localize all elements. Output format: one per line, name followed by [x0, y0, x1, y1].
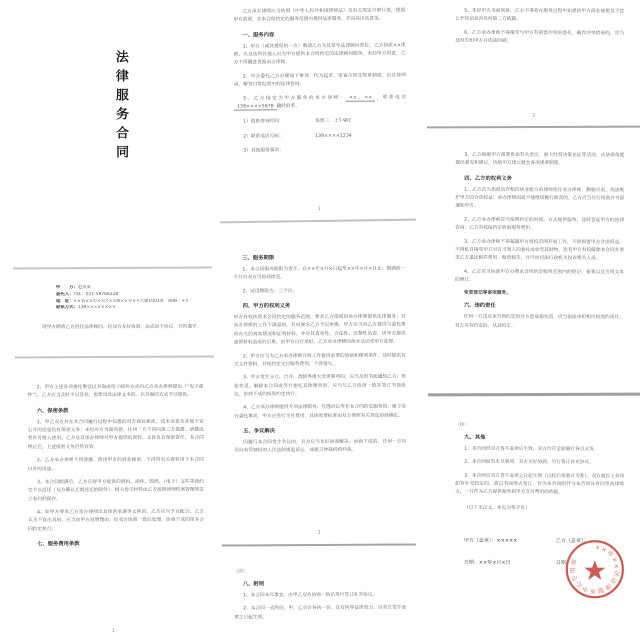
contract-paragraph: 1、本合同未尽事宜，由甲乙双方协商一致后另行签订补充协议。 [242, 592, 378, 599]
contract-paragraph: 2、本合同一式两份，甲、乙双方各执一份，具有同等法律效力，自双方签字盖章之日起生效。 [234, 605, 407, 621]
page-edge-line [222, 543, 416, 546]
party-value: ××省××市××区××路××号××大厦1001室 邮编：×× [73, 298, 189, 304]
page-edge-line [13, 266, 212, 269]
form-label: 2）联系电话号码： [243, 133, 284, 140]
contract-paragraph: 2、甲方应当为乙方承办律师开展工作提供必要的协助和便利条件，及时提供有关文件资料，并按约定支付服务费用，不得拖欠。 [233, 353, 406, 368]
section-heading: 六、违约责任 [463, 303, 496, 310]
contract-title: 法律服务合同 [112, 49, 129, 164]
form-label: 3）其他服务事项： [243, 148, 284, 154]
section-heading: 八、附则 [242, 581, 265, 588]
section-heading: 五、争议解决 [243, 428, 276, 435]
page-confidential-clauses [428, 0, 640, 125]
paragraph-text: ，联系电话 [375, 94, 406, 101]
page-signature [428, 400, 640, 640]
continuation-mark: （续） [233, 569, 248, 575]
contract-paragraph: 3、甲方发生分立、合并、改制等重大变更事项的，应当及时书面通知乙方；需要变更、解除本合同或另行委托其他事项的，应当与乙方协商一致并签订书面协议，协商不成的按原约定执行。 [233, 374, 407, 398]
contract-paragraph: 3、乙方根据甲方需要参加有关会议、重大经营决策论证等活动，从法律角度提出意见和建议，协助甲方建立健全各项规章制度。 [455, 152, 625, 167]
contract-paragraph: 1、本合同服务期限为壹年，自××年×月×日起至××年×月×日止；期满前一个月内双方可协商续签。 [233, 266, 406, 281]
contract-intro: 现甲方聘请乙方担任法律顾问，经双方友好协商，达成如下协议，共同遵守。 [42, 324, 202, 331]
seal-star-icon [584, 560, 605, 580]
party-line [56, 298, 208, 305]
contract-paragraph: 4、乙方承办律师提供专项法律服务、代理诉讼等非本合同约定服务的，属于另行委托事项，甲方应另行支付费用，具体收费标准由双方参照有关规定协商确定。 [234, 404, 407, 420]
contract-paragraph: 1、甲乙双方对在本合同履行过程中知悉的对方商业秘密、技术信息及其他不宜公开的信息负有保密义务；未经对方书面同意，任何一方不得向第三方披露、泄露或者许可他人使用。乙方及其承办律师对甲方提供的资料、文件负有保密责任，本合同终止后，上述保密义务仍然有效。 [27, 419, 204, 451]
section-heading: 七、服务费用条款 [37, 541, 80, 548]
form-row [243, 118, 406, 127]
fill-in-blank: 139××××5678 [234, 104, 277, 110]
contract-paragraph: 2、甲方委托乙方办理如下事项：代为起草、审查合同及规章制度，出具律师函，解答日常经营中的法律咨询。 [233, 73, 406, 88]
party-a-date-line: 日期：××年×月×日 [463, 559, 511, 566]
section-heading: 六、保密条款 [36, 407, 69, 414]
seal-rim-text: ××市××区法律服务中心专用章 [569, 544, 621, 595]
party-b-date-line: 日期： [555, 559, 571, 566]
contract-paragraph: 1、本合同经双方签字盖章后生效，双方均应全面履行各自义务。 [464, 446, 599, 453]
continuation-mark: （续） [455, 422, 469, 428]
page-number: 2 [532, 112, 536, 120]
page-edge-line [427, 126, 640, 129]
form-row [243, 132, 406, 141]
contract-paragraph: 2、乙方承办律师应当按照约定的时间、方式提供服务，及时答复甲方的法律咨询；乙方有权按约定收取服务费用。 [455, 217, 625, 232]
contract-paragraph: 3、本合同期满后，乙方应将甲方提供的资料、函件、图纸、（电子）文件等按约定予以返还（双方确认无需返还的除外），相关卷宗材料由乙方按照律师档案管理规定立卷归档保存。 [27, 479, 204, 502]
contract-paragraph: 3、乙方承办律师不得超越甲方授权范围开展工作，不得损害甲方合法权益，不得私自接受甲方对方当事人的委托或收受其财物，违者甲方有权解除本合同并要求乙方退还相应费用、赔偿损失，并可向司法行政机关投诉相关人员。 [455, 239, 625, 262]
party-label: 甲 方： [55, 285, 78, 291]
contract-paragraph: 1、乙方应当指派具有相应执业能力的律师担任承办律师，勤勉尽责，依法维护甲方的合法权益；承办律师因故不能继续履行职责的，乙方应当另行指派并书面通知甲方。 [455, 187, 625, 210]
party-label: 地 址： [55, 298, 74, 304]
party-value: TEL：021-59766128 [73, 291, 119, 297]
contract-paragraph-with-blanks [234, 94, 406, 112]
contract-paragraph: 5、未经甲方书面同意，乙方不得将在服务过程中知悉的甲方商业秘密及不宜公开的信息向任何第三方披露。 [455, 8, 625, 23]
page-service-content [221, 0, 416, 219]
contract-paragraph: 2、试用期限为：三个月。 [242, 288, 298, 295]
party-value: 赵某某 [77, 285, 92, 291]
contract-paragraph: 乙方承办律师应当依照《中华人民共和国律师法》及有关规定尽职尽责，根据甲方需要，在本合同约定的服务范围内提供法律服务，并由其出具意见。 [233, 8, 406, 23]
contract-paragraph: 任何一方违反本合同约定给对方造成损失的，应当依法承担相应的违约责任；双方另有约定的，从其约定。 [454, 315, 624, 329]
party-a-signature-line: 甲方（盖章）：××××× [463, 537, 518, 544]
party-info-block [56, 285, 208, 313]
page-appendix [222, 551, 415, 640]
contract-paragraph: 2、本合同如有未尽事项，双方友好协商，另行签订补充协议。 [464, 460, 594, 466]
page-edge-line [15, 355, 214, 358]
contract-paragraph: 4、如甲方要求乙方承办律师出具保密承诺等文件的，乙方应当予以配合；乙方认为不宜出具的，应当向甲方说明理由，经双方协商一致后处理，协商不成的按本合同约定执行。 [28, 509, 205, 532]
party-label: 委托人： [55, 291, 74, 298]
party-b-signature-line: 乙方（盖章）： [555, 537, 589, 544]
party-value: 139×××××××× [77, 305, 116, 311]
fill-in-blank: ××、×× [346, 95, 375, 101]
page-edge-line [428, 393, 640, 396]
no-more-text-note: （以下无正文，本页为签字页） [464, 505, 530, 511]
contract-paragraph: 4、乙方应当协助甲方办理本合同约定服务范围内的登记、备案以及合同文本的修订。 [454, 269, 624, 283]
form-label: 1）值班咨询时间： [243, 119, 284, 125]
page-term-and-duties [221, 229, 416, 542]
party-label: 联系方式： [55, 305, 78, 311]
page-edge-line [220, 219, 416, 223]
section-heading: 三、服务期限 [242, 255, 275, 262]
party-line [56, 305, 208, 312]
page-party-info [12, 272, 214, 356]
page-confidentiality [12, 362, 215, 640]
official-red-seal [562, 536, 628, 602]
page-number: 1 [317, 529, 321, 537]
form-value [315, 147, 406, 155]
contract-paragraph: 2、甲方上述各项委托事宜以书面或电子邮件方式向乙方承办律师提出（“电子邮件”），乙方应当及时予以答复；需要出具法律文书的，以书面的方式予以提供。 [27, 384, 204, 399]
section-heading: 九、其他 [464, 434, 486, 441]
contract-paragraph: 因履行本合同发生争议的，双方应当友好协商解决；协商不成的，任何一方均可向有管辖权的人民法院提起诉讼，或提交仲裁机构仲裁。 [234, 439, 407, 454]
form-row [243, 147, 406, 156]
contract-paragraph: 6、乙方承办律师不得接受与甲方有利害冲突的委托，确有冲突情形的，应当及时告知甲方并依法回避。 [455, 30, 625, 44]
page-number: 1 [317, 205, 321, 213]
form-value: 139××××1234 [315, 133, 352, 139]
page-number: 1 [111, 627, 116, 635]
section-heading: 四、甲方的权利义务 [242, 303, 291, 310]
section-heading: 一、服务内容 [242, 32, 275, 39]
section-heading: 四、乙方的权利义务 [464, 175, 512, 182]
emphasized-line: 变更登记等事项服务。 [463, 291, 511, 297]
contract-paragraph: 甲方有权按照本合同约定的服务范围，要求乙方指派的承办律师提供法律服务；对承办律师的工作不满意的，有权要求乙方予以更换。甲方应当向乙方提供与委托事项有关的真实情况和证明材料，并对其真实性、合法性、完整性负责，因甲方提供虚假材料造成的后果，由甲方自行承担，乙方承办律师的执业活动受甲方监督。 [233, 314, 406, 346]
page-cover [12, 0, 215, 266]
paragraph-text: 随时联系。 [276, 104, 301, 110]
page-party-b-duties [428, 136, 640, 392]
paragraph-text: 3、乙方指定为甲方服务的承办律师： [242, 95, 346, 102]
form-value: 每周三 上午9时 [315, 119, 351, 125]
contract-paragraph: 2、乙方承办律师不得泄露、使用甲方的商业秘密，不得将有关资料用于本合同以外的用途。 [27, 457, 204, 472]
contract-paragraph: 3、本合同自双方签字盖章之日起生效（以较后签署日为准）。双方就以上各项如有补充约定的，需以书面形式签订，作为本合同附件与本合同具有同等法律效力，一并作为乙方提供服务和甲方支付费用的依据。 [455, 473, 625, 496]
contract-paragraph: 1、甲方（或其授权的一方）聘请乙方为其常年法律顾问单位，乙方指派××律师、以及该所其他人员为甲方提供本合同约定的法律顾问服务，未经甲方同意，乙方不得随意更换承办律师。 [233, 43, 406, 67]
